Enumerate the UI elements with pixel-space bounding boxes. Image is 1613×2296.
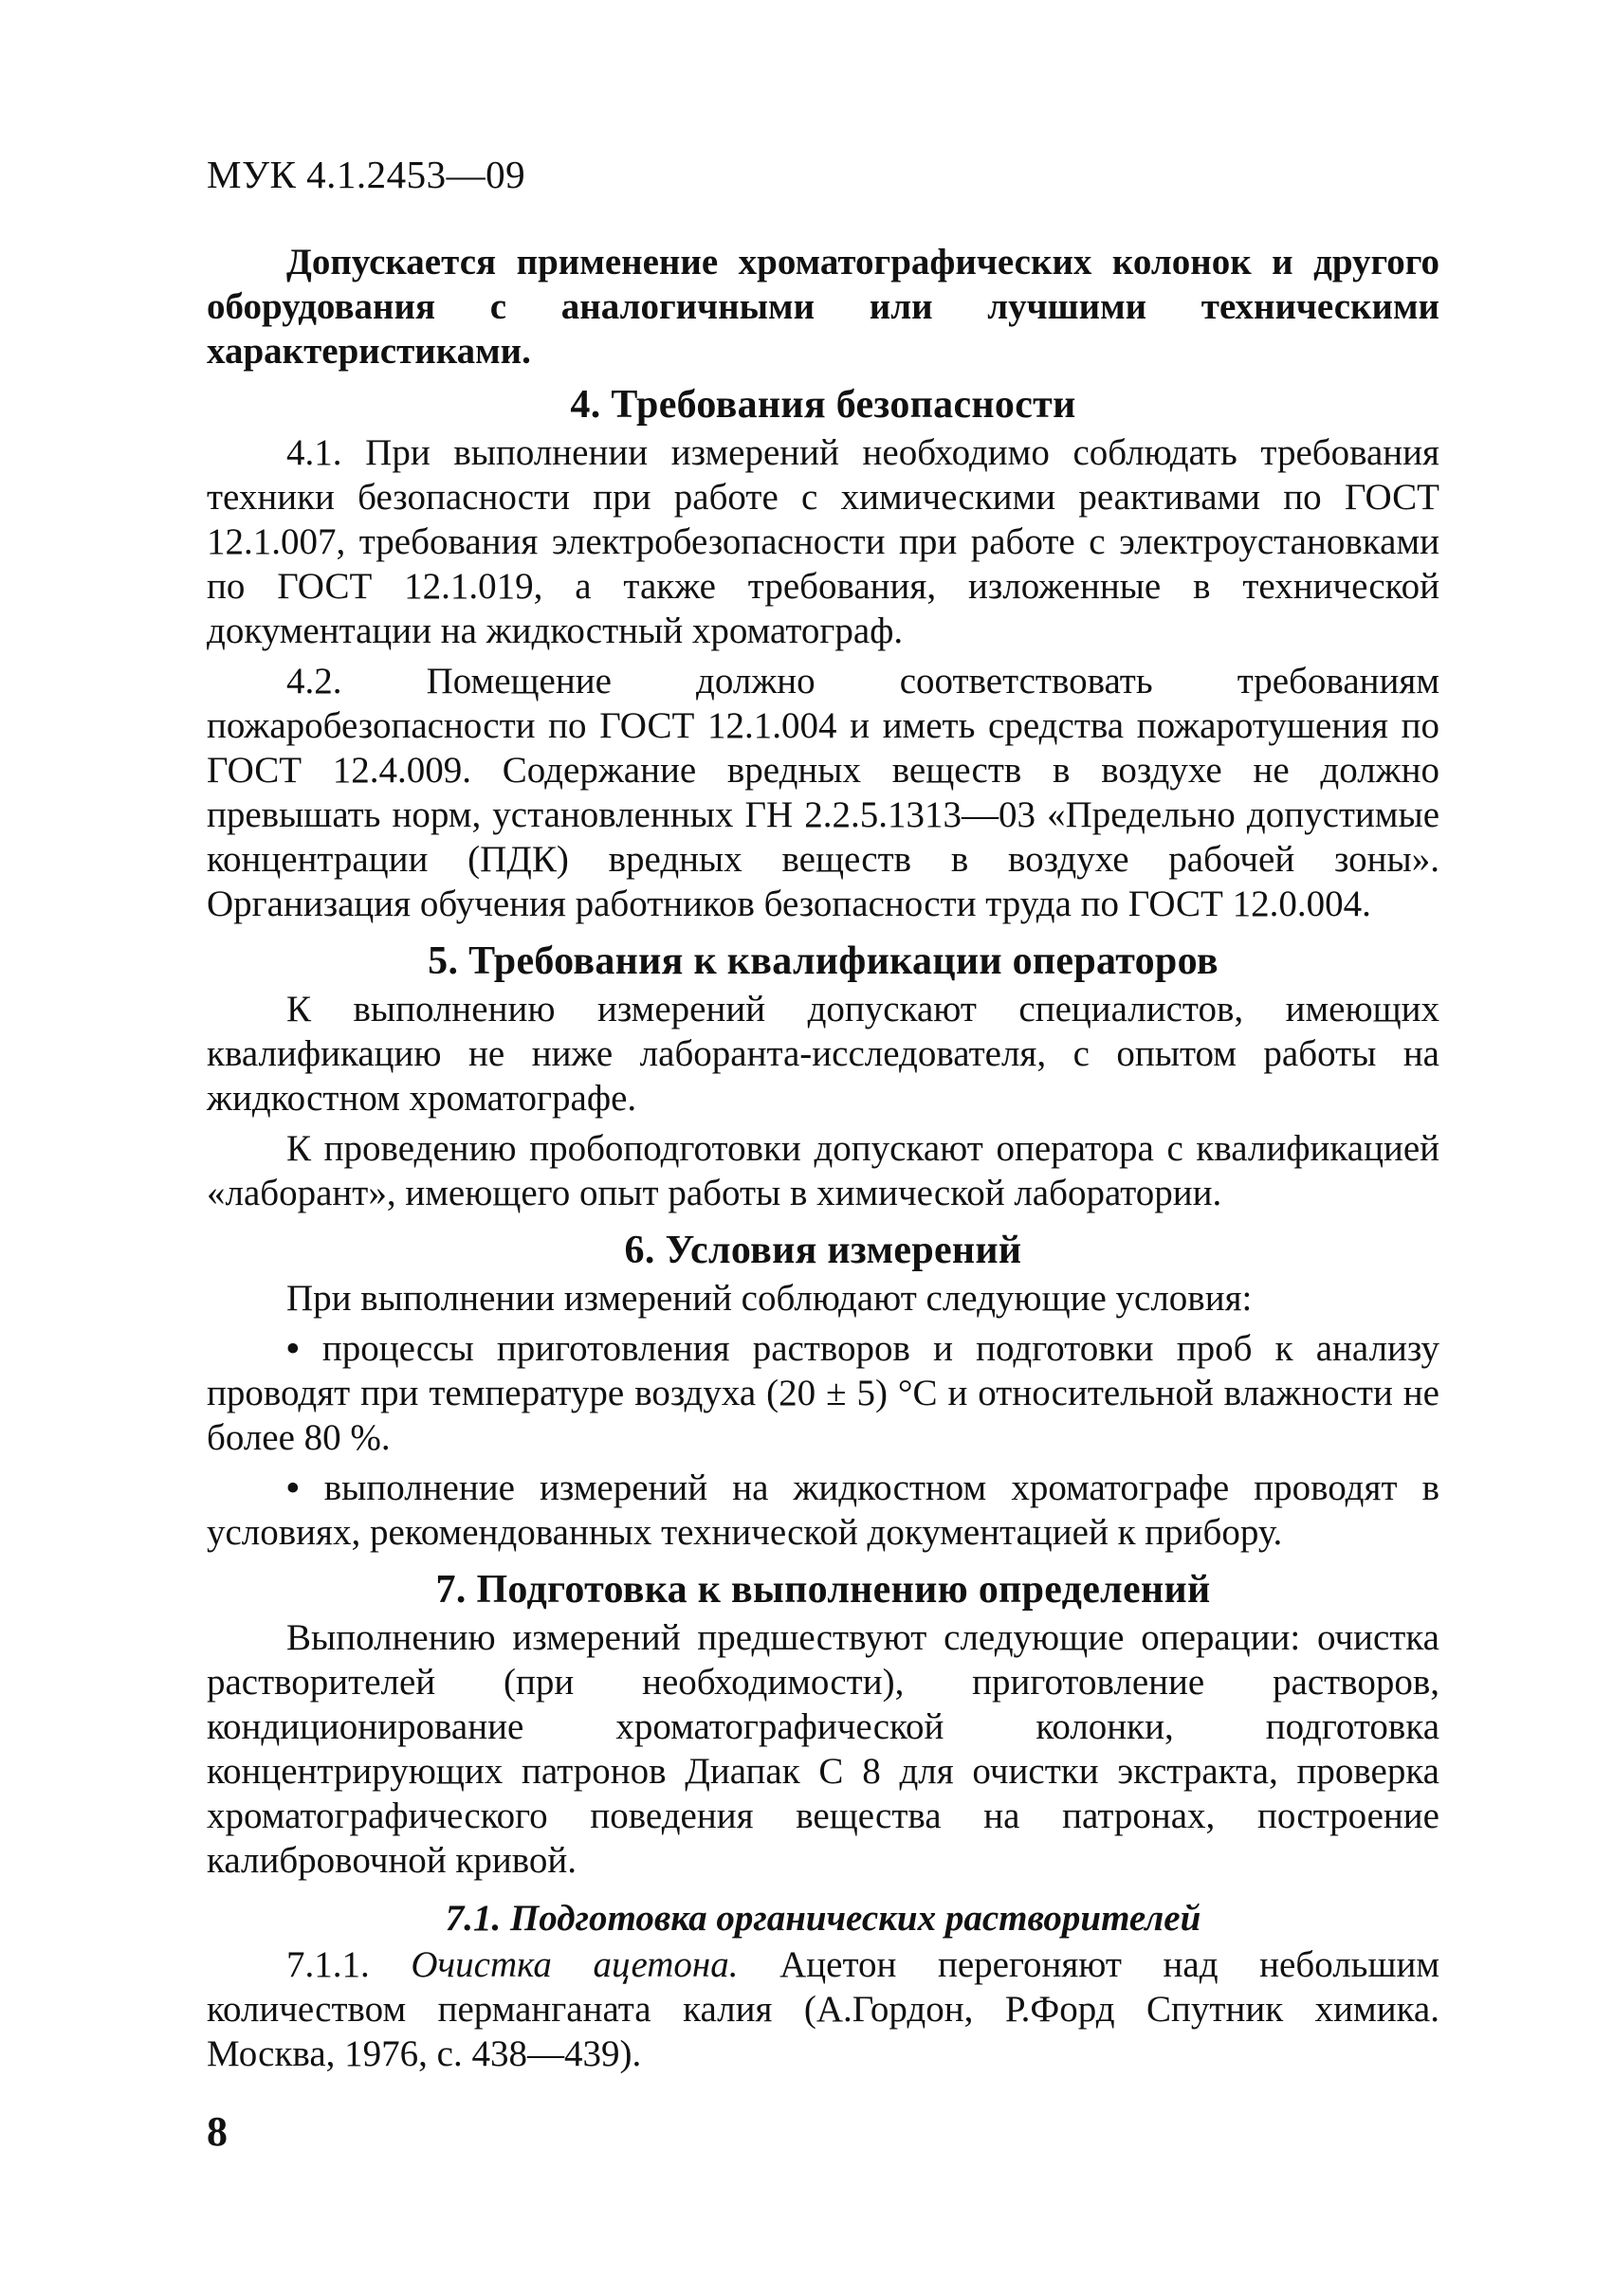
page-number: 8 bbox=[207, 2108, 228, 2155]
section-5-paragraph-1: К выполнению измерений допускают специалистов, имеющих квалификацию не ниже лаборанта-исследователя, с опытом работы на жидкостном хроматографе. bbox=[207, 989, 1439, 1119]
section-7-paragraph-1: Выполнению измерений предшествуют следующие операции: очистка растворителей (при необходимости), приготовление растворов, кондиционирование хроматографической колонки, подготовка концентрирующих патронов Диапак С 8 для очистки экстракта, проверка хроматографического поведения вещества на патронах, построение калибровочной кривой. bbox=[207, 1617, 1439, 1881]
bullet-icon: • bbox=[286, 1467, 300, 1508]
bullet-2-text: выполнение измерений на жидкостном хроматографе проводят в условиях, рекомендованных технической документацией к прибору. bbox=[207, 1467, 1440, 1553]
section-6-lead: При выполнении измерений соблюдают следующие условия: bbox=[286, 1278, 1253, 1319]
page-body bbox=[207, 240, 1439, 2076]
section-7-1-1-label: Очистка ацетона. bbox=[411, 1944, 739, 1985]
section-4-paragraph-1: 4.1. При выполнении измерений необходимо соблюдать требования техники безопасности при работе с химическими реактивами по ГОСТ 12.1.007, требования электробезопасности при работе с электроустановками по ГОСТ 12.1.019, а также требования, изложенные в технической документации на жидкостный хроматограф. bbox=[207, 432, 1439, 651]
section-5-title: 5. Требования к квалификации операторов bbox=[428, 939, 1219, 983]
bullet-icon: • bbox=[286, 1328, 300, 1369]
section-7-1-1-text: Ацетон перегоняют над небольшим количеством перманганата калия (А.Гордон, Р.Форд Спутник химика. Москва, 1976, с. 438—439). bbox=[207, 1944, 1440, 2074]
section-7-title: 7. Подготовка к выполнению определений bbox=[435, 1568, 1211, 1612]
section-5-paragraph-2: К проведению пробоподготовки допускают оператора с квалификацией «лаборант», имеющего опыт работы в химической лаборатории. bbox=[207, 1128, 1439, 1213]
section-6-title: 6. Условия измерений bbox=[624, 1229, 1022, 1272]
section-6-bullet-1 bbox=[207, 1326, 1439, 1460]
document-code: МУК 4.1.2453—09 bbox=[207, 153, 526, 196]
intro-paragraph: Допускается применение хроматографических колонок и другого оборудования с аналогичными или лучшими техническими характеристиками. bbox=[207, 242, 1439, 372]
section-7-1-1-number: 7.1.1. bbox=[286, 1944, 370, 1985]
section-6-bullet-2 bbox=[207, 1466, 1439, 1555]
section-4-title: 4. Требования безопасности bbox=[570, 383, 1076, 427]
bullet-1-text: процессы приготовления растворов и подготовки проб к анализу проводят при температуре воздуха (20 ± 5) °С и относительной влажности не более 80 %. bbox=[207, 1328, 1440, 1458]
section-7-1-1-paragraph bbox=[207, 1942, 1439, 2076]
section-4-paragraph-2: 4.2. Помещение должно соответствовать требованиям пожаробезопасности по ГОСТ 12.1.004 и иметь средства пожаротушения по ГОСТ 12.4.009. Содержание вредных веществ в воздухе не должно превышать норм, установленных ГН 2.2.5.1313—03 «Предельно допустимые концентрации (ПДК) вредных веществ в воздухе рабочей зоны». Организация обучения работников безопасности труда по ГОСТ 12.0.004. bbox=[207, 661, 1439, 924]
section-7-1-title: 7.1. Подготовка органических растворителей bbox=[445, 1898, 1201, 1939]
